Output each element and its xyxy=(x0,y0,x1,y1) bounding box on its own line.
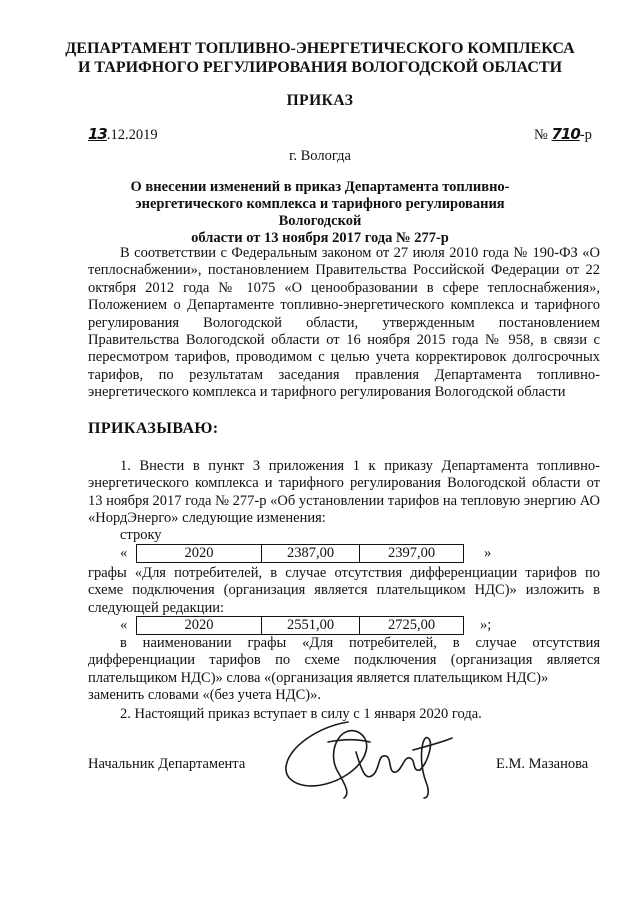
subject-line-2: энергетического комплекса и тарифного регулирования Вологодской xyxy=(135,196,505,229)
old-row-year: 2020 xyxy=(137,545,262,562)
subject-line-3: области от 13 ноября 2017 года № 277-р xyxy=(191,230,449,246)
order-number xyxy=(534,125,592,144)
new-row-value-2: 2725,00 xyxy=(387,616,436,633)
new-row-table xyxy=(136,616,464,635)
new-row-value-1: 2551,00 xyxy=(262,617,360,634)
new-row-year: 2020 xyxy=(137,617,262,634)
old-row xyxy=(120,544,491,562)
old-row-value-2: 2397,00 xyxy=(387,544,436,561)
date-day-handwritten: 13 xyxy=(88,125,107,143)
date-rest: .12.2019 xyxy=(106,127,158,143)
header-line-1: ДЕПАРТАМЕНТ ТОПЛИВНО-ЭНЕРГЕТИЧЕСКОГО КОМПЛЕКСА xyxy=(65,40,575,57)
new-row-open-quote: « xyxy=(120,616,128,633)
preamble-paragraph: В соответствии с Федеральным законом от 27 июля 2010 года № 190-ФЗ «О теплоснабжении», постановлением Правительства Российской Федерации от 22 октября 2012 года № 1075 «О ценообразовании в сфере теплоснабжения», Положением о Департаменте топливно-энергетического комплекса и тарифного регулирования Вологодской области, утвержденным постановлением Правительства Вологодской области от 16 ноября 2015 года № 958, в связи с пересмотром тарифов, проводимом с целью учета корректировок долгосрочных тарифов, по результатам заседания правления Департамента топливно-энергетического комплекса и тарифного регулирования Вологодской области xyxy=(88,245,600,401)
subject-line-1: О внесении изменений в приказ Департамента топливно- xyxy=(130,179,510,195)
new-row-close-quote: »; xyxy=(480,616,492,633)
department-header xyxy=(60,39,580,77)
number-suffix: -р xyxy=(579,127,592,143)
item-2-paragraph: 2. Настоящий приказ вступает в силу с 1 января 2020 года. xyxy=(120,706,482,722)
header-line-2: И ТАРИФНОГО РЕГУЛИРОВАНИЯ ВОЛОГОДСКОЙ ОБЛАСТИ xyxy=(77,59,563,76)
new-row xyxy=(120,616,491,634)
rename-paragraph: в наименовании графы «Для потребителей, в случае отсутствия дифференциации тарифов по схеме подключения (организация является плательщиком НДС)» слова «(организация является плательщиком НДС)» xyxy=(88,635,600,686)
number-handwritten: 710 xyxy=(551,125,580,143)
number-prefix: № xyxy=(534,127,548,143)
signatory-position: Начальник Департамента xyxy=(88,756,246,772)
old-row-value-1: 2387,00 xyxy=(262,545,360,562)
city: г. Вологда xyxy=(289,148,351,164)
old-row-close-quote: » xyxy=(484,544,492,561)
order-subject xyxy=(100,179,540,247)
order-keyword: ПРИКАЗЫВАЮ: xyxy=(88,420,219,437)
document-title: ПРИКАЗ xyxy=(286,92,354,109)
rename-paragraph-end: заменить словами «(без учета НДС)». xyxy=(88,687,321,703)
handwritten-signature xyxy=(278,712,458,802)
graph-paragraph: графы «Для потребителей, в случае отсутствия дифференциации тарифов по схеме подключения (организация является плательщиком НДС)» изложить в следующей редакции: xyxy=(88,565,600,616)
order-date xyxy=(88,125,158,144)
old-row-open-quote: « xyxy=(120,544,128,561)
signatory-name: Е.М. Мазанова xyxy=(496,756,589,772)
row-label: строку xyxy=(120,527,162,543)
old-row-table xyxy=(136,544,464,563)
item-1-paragraph: 1. Внести в пункт 3 приложения 1 к приказу Департамента топливно-энергетического комплекса и тарифного регулирования Вологодской области от 13 ноября 2017 года № 277-р «Об установлении тарифов на тепловую энергию АО «НордЭнерго» следующие изменения: xyxy=(88,458,600,527)
